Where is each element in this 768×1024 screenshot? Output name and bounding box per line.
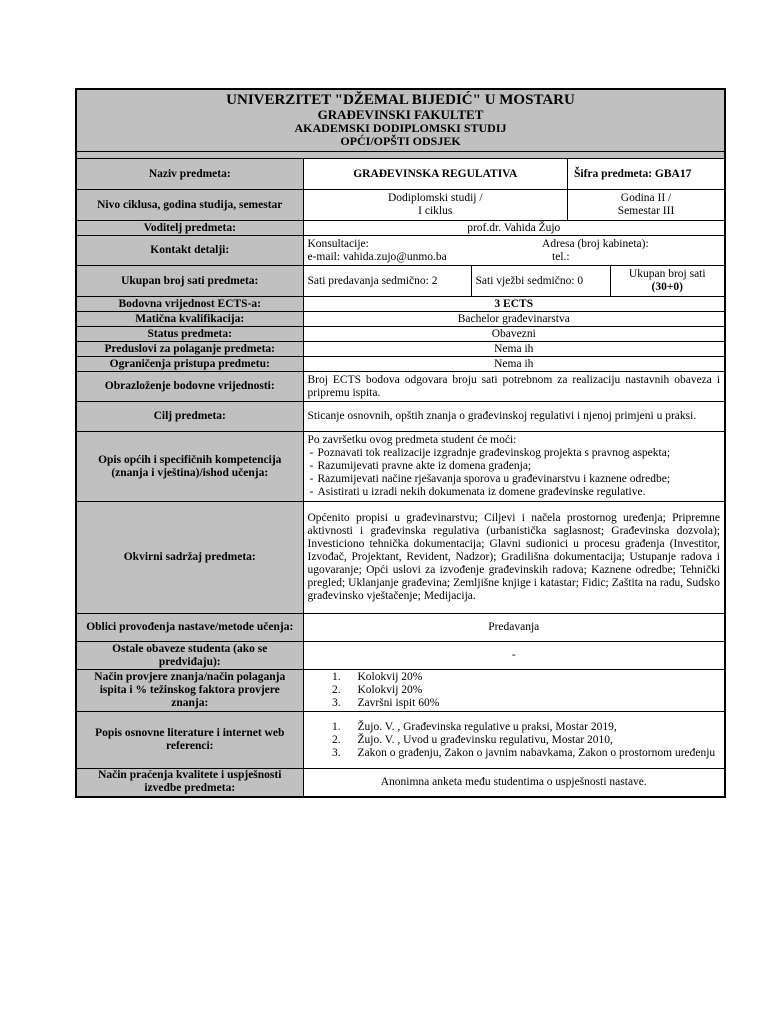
competences-list [308,447,721,499]
header-gap [76,152,725,159]
year-line-1: Godina II / [620,192,672,204]
prerequisites-value: Nema ih [303,342,725,357]
label-course-name: Naziv predmeta: [76,159,303,190]
row-qualification [76,312,725,327]
header-row [76,89,725,152]
total-hours-value: (30+0) [651,281,683,293]
label-other: Ostale obaveze studenta (ako se predviđaju): [76,642,303,670]
label-level: Nivo ciklusa, godina studija, semestar [76,190,303,221]
competences-intro: Po završetku ovog predmeta student će moći: [307,434,517,446]
contact-email: e-mail: vahida.zujo@unmo.ba [307,250,447,263]
list-item: 2. Žujo. V. , Uvod u građevinsku regulativu, Mostar 2010, [344,734,721,747]
row-methods [76,614,725,642]
year-line-2: Semestar III [617,205,675,217]
list-item: - Razumijevati pravne akte iz domena građenja; [308,460,721,473]
label-lecturer: Voditelj predmeta: [76,221,303,236]
justification-value: Broj ECTS bodova odgovara broju sati potrebnom za realizaciju nastavnih obaveza i pripremu ispita. [303,372,725,402]
total-hours-label: Ukupan broj sati [628,268,706,280]
row-lecturer [76,221,725,236]
goal-value: Sticanje osnovnih, opštih znanja o građevinskoj regulativi i njenoj primjeni u praksi. [303,402,725,432]
lecture-hours: Sati predavanja sedmično: 2 [304,266,472,296]
label-goal: Cilj predmeta: [76,402,303,432]
lecturer-value: prof.dr. Vahida Žujo [303,221,725,236]
list-item: 2. Kolokvij 20% [344,684,721,697]
university-name: UNIVERZITET "DŽEMAL BIJEDIĆ" U MOSTARU [226,92,575,108]
label-restrictions: Ograničenja pristupa predmetu: [76,357,303,372]
row-level [76,190,725,221]
label-justification: Obrazloženje bodovne vrijednosti: [76,372,303,402]
row-competences [76,432,725,502]
row-quality [76,769,725,797]
label-qualification: Matična kvalifikacija: [76,312,303,327]
department-name: OPĆI/OPŠTI ODSJEK [340,134,461,148]
syllabus-table [75,88,726,798]
label-literature: Popis osnovne literature i internet web referenci: [76,712,303,769]
cycle-line-2: I ciklus [418,205,453,217]
row-hours [76,266,725,297]
row-other [76,642,725,670]
consultations: Konsultacije: [307,237,369,250]
course-syllabus-sheet [75,88,724,798]
label-methods: Oblici provođenja nastave/metode učenja: [76,614,303,642]
row-assessment [76,670,725,712]
restrictions-value: Nema ih [303,357,725,372]
other-value: - [303,642,725,670]
course-name-value: GRAĐEVINSKA REGULATIVA [353,167,518,180]
label-content: Okvirni sadržaj predmeta: [76,502,303,614]
row-restrictions [76,357,725,372]
row-literature [76,712,725,769]
quality-value: Anonimna anketa među studentima o uspješnosti nastave. [303,769,725,797]
list-item: 3. Zakon o građenju, Zakon o javnim nabavkama, Zakon o prostornom uređenju [344,747,721,760]
literature-list [308,721,721,760]
row-justification [76,372,725,402]
row-goal [76,402,725,432]
cycle-line-1: Dodiplomski studij / [387,192,483,204]
label-quality: Način praćenja kvalitete i uspješnosti izvedbe predmeta: [76,769,303,797]
row-ects [76,297,725,312]
course-code: Šifra predmeta: GBA17 [567,159,724,189]
list-item: - Poznavati tok realizacije izgradnje građevinskog projekta s pravnog aspekta; [308,447,721,460]
label-hours: Ukupan broj sati predmeta: [76,266,303,297]
list-item: 1. Žujo. V. , Građevinska regulative u praksi, Mostar 2019, [344,721,721,734]
row-course-name [76,159,725,190]
office-address: Adresa (broj kabineta): [542,237,649,250]
label-prerequisites: Preduslovi za polaganje predmeta: [76,342,303,357]
label-assessment: Način provjere znanja/način polaganja ispita i % težinskog faktora provjere znanja: [76,670,303,712]
row-content [76,502,725,614]
label-status: Status predmeta: [76,327,303,342]
exercise-hours: Sati vježbi sedmično: 0 [472,266,611,296]
university-header [76,89,725,152]
row-prerequisites [76,342,725,357]
status-value: Obavezni [303,327,725,342]
faculty-name: GRAĐEVINSKI FAKULTET [317,107,484,122]
list-item: - Razumijevati načine rješavanja sporova u građevinarstvu i kaznene odredbe; [308,473,721,486]
ects-value: 3 ECTS [303,297,725,312]
methods-value: Predavanja [303,614,725,642]
label-competences: Opis općih i specifičnih kompetencija (znanja i vještina)/ishod učenja: [76,432,303,502]
row-status [76,327,725,342]
content-value: Općenito propisi u građevinarstvu; Ciljevi i načela prostornog uređenja; Pripremne aktivnosti i građevinska regulativa (urbanistička saglasnost; Građevinska dozvola); Investiciono tehnička dokumentacija; Glavni sudionici u procesu građenja (Investitor, Izvođač, Projektant, Revident, Nadzor); Gradilišna dokumentacija; Ustupanje radova i ugovaranje; Opći uslovi za izvođenje građevinskih radova; Kaznene odredbe; Tehnički pregled; Uklanjanje građevina; Zemljišne knjige i katastar; Fidic; Zaštita na radu, Sudsko građevinsko vještačenje; Medijacija. [303,502,725,614]
study-name: AKADEMSKI DODIPLOMSKI STUDIJ [294,121,507,135]
contact-tel: tel.: [552,250,570,263]
row-contact [76,236,725,266]
qualification-value: Bachelor građevinarstva [303,312,725,327]
assessment-list [308,671,721,710]
list-item: 3. Završni ispit 60% [344,697,721,710]
label-ects: Bodovna vrijednost ECTS-a: [76,297,303,312]
label-contact: Kontakt detalji: [76,236,303,266]
list-item: 1. Kolokvij 20% [344,671,721,684]
list-item: - Asistirati u izradi nekih dokumenata iz domene građevinske regulative. [308,486,721,499]
